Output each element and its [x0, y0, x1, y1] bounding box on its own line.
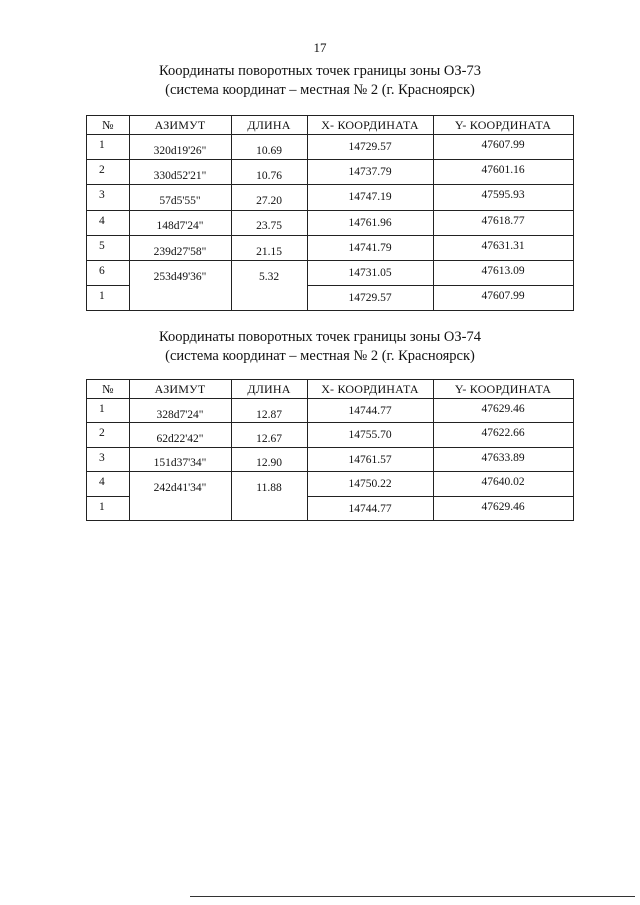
heading-subtitle: (система координат – местная № 2 (г. Красноярск)	[165, 348, 475, 364]
header-x: X- КООРДИНАТА	[321, 118, 419, 132]
heading-oz74	[0, 328, 640, 366]
x-coordinate-cell: 14755.70	[348, 429, 392, 442]
row-divider	[87, 471, 129, 472]
segment-divider	[129, 471, 307, 472]
length-cell: 27.20	[256, 195, 282, 208]
y-coordinate-cell: 47640.02	[481, 476, 525, 489]
length-cell: 5.32	[258, 270, 280, 283]
row-divider	[307, 235, 573, 236]
length-cell: 21.15	[256, 245, 282, 258]
length-cell: 10.69	[256, 144, 282, 157]
y-coordinate-cell: 47607.99	[481, 290, 525, 303]
table-header-row	[87, 380, 573, 399]
heading-title: Координаты поворотных точек границы зоны ОЗ-73	[159, 63, 481, 79]
segment-divider	[129, 260, 307, 261]
header-y: Y- КООРДИНАТА	[454, 118, 552, 132]
point-number-cell: 6	[99, 265, 105, 277]
point-number-cell: 2	[99, 427, 105, 440]
segment-divider	[129, 210, 307, 211]
length-cell: 10.76	[256, 170, 282, 183]
row-divider	[87, 159, 129, 160]
header-x: X- КООРДИНАТА	[321, 382, 419, 396]
segment-divider	[129, 184, 307, 185]
column-divider	[231, 380, 232, 520]
row-divider	[307, 260, 573, 261]
segment-divider	[129, 159, 307, 160]
table-header-row	[87, 116, 573, 135]
x-coordinate-cell: 14741.79	[348, 241, 392, 254]
header-number: №	[102, 118, 114, 132]
x-coordinate-cell: 14761.96	[348, 216, 392, 229]
heading-oz73	[0, 62, 640, 100]
point-number-cell: 5	[99, 239, 105, 252]
column-divider	[129, 380, 130, 520]
y-coordinate-cell: 47633.89	[481, 451, 525, 464]
row-divider	[307, 422, 573, 423]
header-length: ДЛИНА	[247, 382, 291, 396]
x-coordinate-cell: 14737.79	[348, 166, 392, 179]
row-divider	[87, 235, 129, 236]
coordinate-table-oz74	[86, 379, 574, 521]
point-number-cell: 1	[99, 139, 105, 151]
point-number-cell: 3	[99, 189, 105, 202]
x-coordinate-cell: 14761.57	[348, 453, 392, 466]
footer-rule	[190, 896, 635, 897]
page-number: 17	[313, 40, 327, 55]
azimuth-cell: 330d52'21"	[153, 170, 207, 183]
point-number-cell: 4	[99, 214, 105, 227]
y-coordinate-cell: 47607.99	[481, 139, 525, 151]
header-number: №	[102, 382, 114, 396]
header-length: ДЛИНА	[247, 118, 291, 132]
x-coordinate-cell: 14744.77	[348, 405, 392, 417]
x-coordinate-cell: 14747.19	[348, 191, 392, 204]
row-divider	[307, 285, 573, 286]
x-coordinate-cell: 14731.05	[348, 267, 392, 279]
length-cell: 12.87	[256, 408, 282, 421]
row-divider	[87, 260, 129, 261]
point-number-cell: 1	[99, 403, 105, 415]
azimuth-cell: 320d19'26"	[153, 144, 207, 157]
y-coordinate-cell: 47631.31	[481, 239, 525, 252]
azimuth-cell: 62d22'42"	[156, 432, 204, 445]
row-divider	[87, 496, 129, 497]
coordinate-table-oz73	[86, 115, 574, 311]
segment-divider	[129, 422, 307, 423]
point-number-cell: 1	[99, 500, 105, 513]
segment-divider	[129, 235, 307, 236]
point-number-cell: 1	[99, 290, 105, 303]
x-coordinate-cell: 14744.77	[348, 502, 392, 515]
row-divider	[307, 496, 573, 497]
azimuth-cell: 242d41'34"	[153, 481, 207, 494]
azimuth-cell: 328d7'24"	[156, 408, 204, 421]
row-divider	[87, 184, 129, 185]
header-azimuth: АЗИМУТ	[154, 118, 206, 132]
row-divider	[87, 210, 129, 211]
heading-subtitle: (система координат – местная № 2 (г. Красноярск)	[165, 82, 475, 98]
length-cell: 11.88	[256, 481, 282, 494]
header-azimuth: АЗИМУТ	[154, 382, 206, 396]
row-divider	[307, 471, 573, 472]
x-coordinate-cell: 14729.57	[348, 292, 392, 305]
y-coordinate-cell: 47595.93	[481, 189, 525, 202]
point-number-cell: 2	[99, 164, 105, 177]
row-divider	[87, 422, 129, 423]
row-divider	[307, 159, 573, 160]
azimuth-cell: 57d5'55"	[159, 195, 201, 208]
y-coordinate-cell: 47629.46	[481, 500, 525, 513]
azimuth-cell: 239d27'58"	[153, 245, 207, 258]
y-coordinate-cell: 47618.77	[481, 214, 525, 227]
length-cell: 12.90	[256, 457, 282, 470]
header-y: Y- КООРДИНАТА	[454, 382, 552, 396]
row-divider	[87, 447, 129, 448]
y-coordinate-cell: 47629.46	[481, 403, 525, 415]
azimuth-cell: 151d37'34"	[153, 457, 207, 470]
point-number-cell: 3	[99, 451, 105, 464]
azimuth-cell: 148d7'24"	[156, 220, 204, 233]
segment-divider	[129, 447, 307, 448]
x-coordinate-cell: 14729.57	[348, 141, 392, 153]
row-divider	[307, 210, 573, 211]
x-coordinate-cell: 14750.22	[348, 478, 392, 491]
heading-title: Координаты поворотных точек границы зоны ОЗ-74	[159, 329, 481, 345]
y-coordinate-cell: 47622.66	[481, 427, 525, 440]
y-coordinate-cell: 47613.09	[481, 265, 525, 277]
row-divider	[87, 285, 129, 286]
y-coordinate-cell: 47601.16	[481, 164, 525, 177]
row-divider	[307, 184, 573, 185]
row-divider	[307, 447, 573, 448]
length-cell: 23.75	[256, 220, 282, 233]
point-number-cell: 4	[99, 476, 105, 489]
azimuth-cell: 253d49'36"	[153, 270, 207, 283]
length-cell: 12.67	[256, 432, 282, 445]
